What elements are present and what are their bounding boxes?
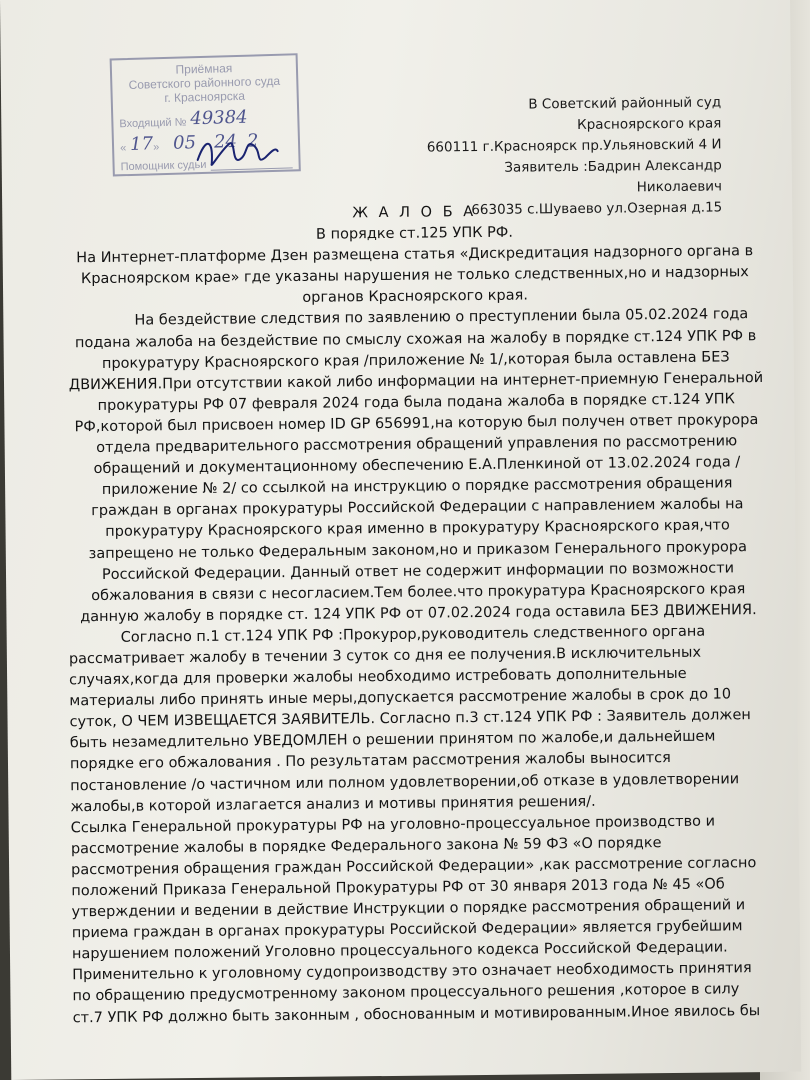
stamp-incoming-label: Входящий №: [119, 116, 187, 131]
stamp-date-month: 05: [172, 132, 197, 154]
applicant-name: Заявитель :Бадрин Александр Николаевич: [504, 157, 723, 196]
paragraph-1: На Интернет-платформе Дзен размещена статья «Дискредитация надзорного органа в Красноярском крае» где указаны нарушения не только следственных,но и надзорных органов Красноярского края.: [76, 243, 754, 307]
applicant-address: 663035 с.Шуваево ул.Озерная д.15: [471, 199, 723, 219]
document-subtitle: В порядке ст.125 УПК РФ.: [315, 224, 514, 243]
document-title: Ж А Л О Б А: [352, 204, 477, 222]
stamp-date-day: 17: [129, 133, 154, 155]
court-address: 660111 г.Красноярск пр.Ульяновский 4 И: [426, 136, 722, 156]
paragraph-4: Ссылка Генеральной прокуратуры РФ на уголовно-процессуальное производство и рассмотрение жалобы в порядке Федерального закона № 59 ФЗ «О порядке рассмотрения обращения граждан Российской Федерации» ,как рассмотрение согласно положений Приказа Генеральной Прокуратуры РФ от 30 января 2013 года № 45 «Об утверждении и ведении в действие Инструкции о порядке рассмотрения обращений и приема граждан в органах прокуратуры Российской Федерации» является грубейшим нарушением положений Уголовно процессуального кодекса Российской Федерации.: [70, 813, 757, 963]
stamp-pages: 2: [246, 130, 259, 152]
stamp-incoming-number: 49384: [190, 106, 248, 130]
court-name: В Советский районный суд: [528, 94, 722, 113]
stamp-line-1: Приёмная: [175, 61, 233, 77]
complaint-body: [64, 199, 773, 1029]
court-reception-stamp: Приёмная Советского районного суда г. Красноярска Входящий № 49384 « 17 » 05 24 2 Помощник судьи: [110, 53, 301, 176]
court-region: Красноярского края: [577, 115, 722, 133]
stamp-line-2: Советского районного суда: [128, 73, 281, 92]
handwritten-signature: [191, 129, 279, 172]
stamp-line-3: г. Красноярска: [164, 88, 246, 105]
paragraph-3: Согласно п.1 ст.124 УПК РФ :Прокурор,руководитель следственного органа рассматривает жалобу в течении 3 суток со дня ее получения.В исключительных случаях,когда для проверки жалобы необходимо истребовать дополнительные материалы либо принять иные меры,допускается рассмотрение жалобы в срок до 10 суток, О ЧЕМ ИЗВЕЩАЕТСЯ ЗАЯВИТЕЛЬ. Согласно п.3 ст.124 УПК РФ : Заявитель должен быть незамедлительно УВЕДОМЛЕН о решении принятом по жалобе,и дальнейшем порядке его обжалования . По результатам рассмотрения жалобы выносится постановление /о частичном или полном удовлетворении,об отказе в удовлетворении жалобы,в которой излагается анализ и мотивы принятия решения/.: [68, 623, 751, 815]
paragraph-2: На бездействие следствия по заявлению о преступлении была 05.02.2024 года подана жалоба на бездействие по смыслу схожая на жалобу в порядке ст.124 УПК РФ в прокуратуру Красноярского края /приложение № 1/,которая была оставлена БЕЗ ДВИЖЕНИЯ.При отсутствии какой либо информации на интернет-приемную Генеральной прокуратуры РФ 07 февраля 2024 года была подана жалоба в порядке ст.124 УПК РФ,которой был присвоен номер ID GP 656991,на которую был получен ответ прокурора отдела предварительного рассмотрения обращений управления по рассмотрению обращений и документационному обеспечению Е.А.Пленкиной от 13.02.2024 года /приложение № 2/ со ссылкой на инструкцию о порядке рассмотрения обращения граждан в органах прокуратуры Российской Федерации с направлением жалобы на прокуратуру Красноярского края именно в прокуратуру Красноярского края,что запрещено не только Федеральным законом,но и приказом Генерального прокурора Российской Федерации. Данный ответ не содержит информации по возможности обжалования в связи с несогласием.Тем более.что прокуратура Красноярского края данную жалобу в порядке ст. 124 УПК РФ от 07.02.2024 года оставила БЕЗ ДВИЖЕНИЯ.: [68, 306, 764, 625]
stamp-date-year: 24: [213, 130, 238, 153]
stamp-assistant-label: Помощник судьи: [120, 158, 207, 174]
paragraph-5: Применительно к уголовному судопроизводству это означает необходимость принятия по обращению предусмотренному законом процессуального решения ,которое в силу ст.7 УПК РФ должно быть законным , обоснованным и мотивированным.Иное явилось бы: [72, 960, 761, 1026]
